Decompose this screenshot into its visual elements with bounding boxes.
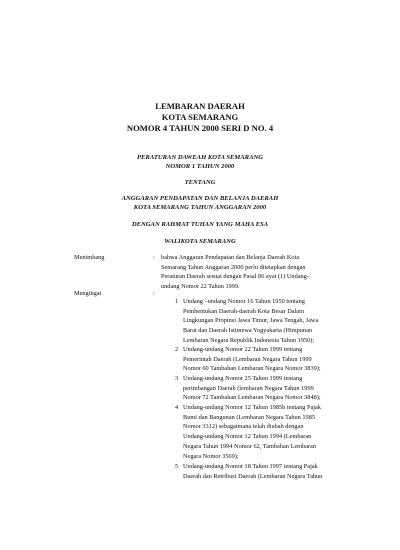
item-line: perimbangan Daerah (lembaran Negara Tahun 1999 <box>183 384 314 392</box>
item-line: Undang-undang Nomor 18 Tahun 1997 tentang Pajak <box>183 463 318 470</box>
mengingat-item-2 <box>183 345 328 374</box>
mengingat-colon: : <box>153 290 155 297</box>
item-number: 5 <box>175 463 179 470</box>
item-line: Undang-undang Nomor 25 Tahun 1999 tentang <box>183 375 303 382</box>
item-line: Nomor 60 Tambahan Lembaran Negara Nomor 3839); <box>183 365 321 373</box>
item-line: Barat dan Daerah Istimewa Yogyakarta (Himpunan <box>183 327 313 335</box>
item-line: Negara Nomor 3569); <box>183 452 239 460</box>
item-number: 2 <box>175 346 179 353</box>
item-line: Pemerintah Daerah (Lembaran Negara Tahun 1999 <box>183 355 312 363</box>
item-line: Nomor 3312) sebagaimana telah diubah dengan <box>183 423 304 431</box>
mengingat-item-5 <box>183 462 328 481</box>
header-line-1: LEMBARAN DAERAH <box>155 101 245 111</box>
item-line: Daerah dan Retribusi Daerah (Lembaran Negara Tahun <box>183 472 323 480</box>
menimbang-line: undang Nomor 22 Tahun 1999. <box>161 283 240 291</box>
item-number: 3 <box>175 375 179 382</box>
subject-line-1: ANGGARAN PENDAPATAN DAN BELANJA DAERAH <box>121 195 279 202</box>
regulation-title: PERATURAN DAWEAH KOTA SEMARANG <box>137 154 263 161</box>
item-line: Lingkungan Propinsi Jawa Timur, Jawa Tengah, Jawa <box>183 317 319 325</box>
mengingat-label: Mengingat <box>74 290 102 297</box>
item-line: Bumi dan Bangunan (Lembaran Negara Tahun 1985 <box>183 413 315 421</box>
item-line: Undang –undang Nomor 16 Tahun 1950 tentang <box>183 298 305 305</box>
mengingat-item-3 <box>183 374 328 403</box>
item-line: Undang-undang Nomor 12 Tahun 1985b tentang Pajak <box>183 404 321 411</box>
mengingat-item-1 <box>183 297 328 346</box>
item-line: Negara Tahun 1994 Nomor 62, Tambahan Lembaran <box>183 442 317 450</box>
item-line: Pembentukan Daerah-daerah Kota Besar Dalam <box>183 307 304 315</box>
header-line-2: KOTA SEMARANG <box>161 112 239 122</box>
authority-line: WALIKOTA SEMARANG <box>164 238 236 245</box>
menimbang-line: Semarang Tahun Anggaran 2000 perlu ditetapkan dengan <box>161 263 306 271</box>
item-number: 4 <box>175 404 179 411</box>
item-line: Lembaran Negara Republik Indonesia Tahun 1950); <box>183 336 315 344</box>
item-line: Nomor 72 Tambahan Lembaran Negara Nomor 3848); <box>183 394 321 402</box>
tentang-label: TENTANG <box>184 179 216 186</box>
regulation-number: NOMOR 1 TAHUN 2000 <box>165 163 235 170</box>
menimbang-colon: : <box>153 254 155 261</box>
item-line: Undang-undang Nomor 12 Tahun 1994 (Lembaran <box>183 433 312 441</box>
menimbang-text <box>161 253 329 292</box>
header-line-3: NOMOR 4 TAHUN 2000 SERI D NO. 4 <box>126 123 274 133</box>
subject-line-2: KOTA SEMARANG TAHUN ANGGARAN 2000 <box>133 204 267 211</box>
item-line: Undang-undang Nomor 22 Tahun 1999 tentang <box>183 346 303 353</box>
menimbang-line: bahwa Anggaran Pendapatan dan Belanja Daerah Kota <box>161 254 300 261</box>
item-number: 1 <box>175 298 179 305</box>
blessing-line: DENGAN RAHMAT TUHAN YANG MAHA ESA <box>131 221 269 228</box>
mengingat-item-4 <box>183 403 328 461</box>
menimbang-line: Peraturan Daerah sesuai dengan Pasal 86 ayat (1) Undang- <box>161 273 309 281</box>
menimbang-label: Menimbang <box>74 254 105 261</box>
